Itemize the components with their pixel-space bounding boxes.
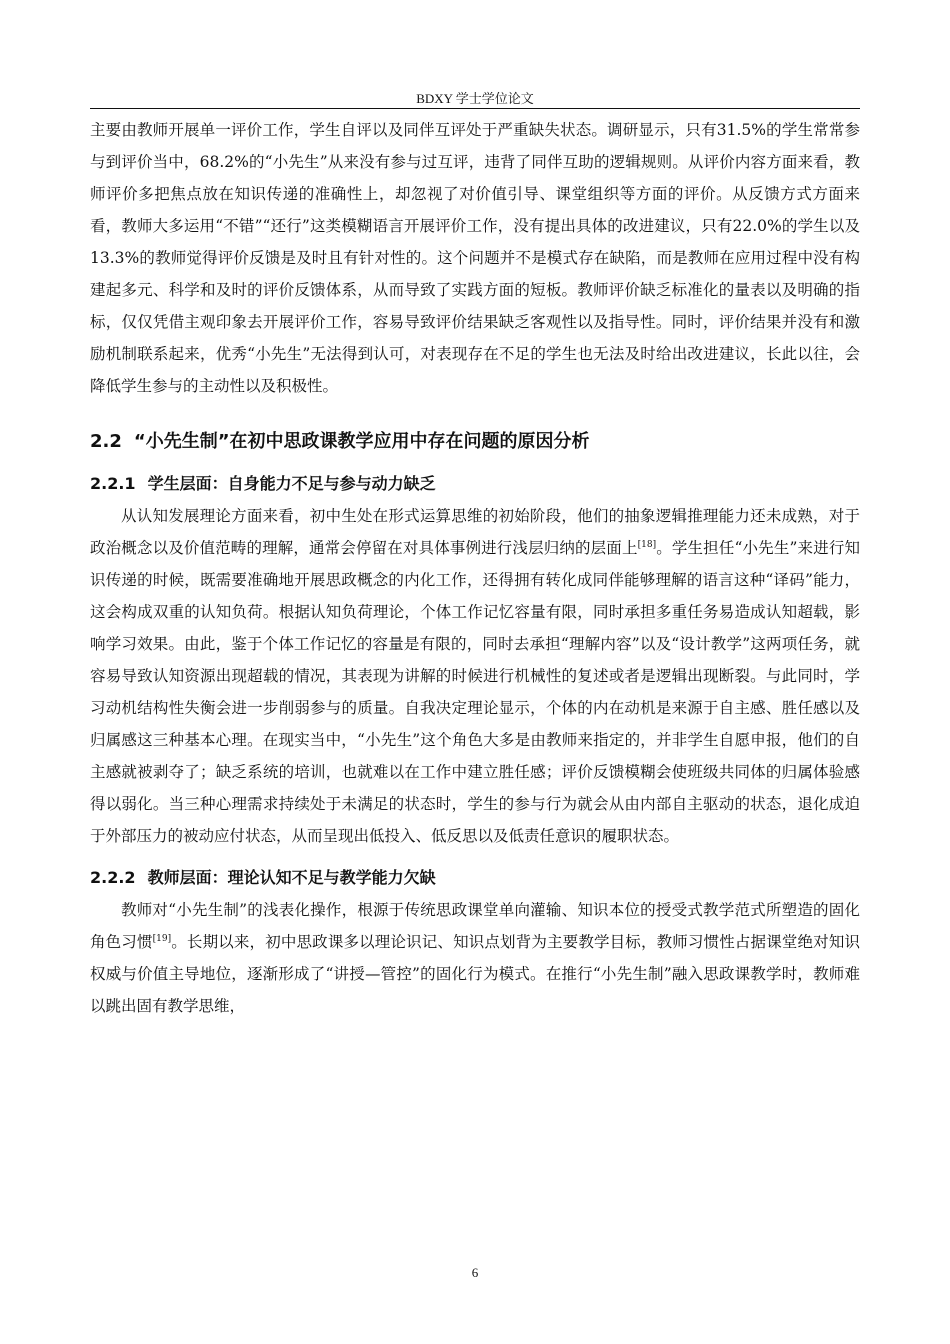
subsection-title: 教师层面：理论认知不足与教学能力欠缺 — [147, 868, 436, 887]
subsection-title: 学生层面：自身能力不足与参与动力缺乏 — [147, 474, 436, 493]
paragraph-text: 。学生担任“小先生”来进行知识传递的时候，既需要准确地开展思政概念的内化工作，还得拥有转化成同伴能够理解的语言这种“译码”能力，这会构成双重的认知负荷。根据认知负荷理论，个体工作记忆容量有限，同时承担多重任务易造成认知超载，影响学习效果。由此，鉴于个体工作记忆的容量是有限的，同时去承担“理解内容”以及“设计教学”这两项任务，就容易导致认知资源出现超载的情况，其表现为讲解的时候进行机械性的复述或者是逻辑出现断裂。与此同时，学习动机结构性失衡会进一步削弱参与的质量。自我决定理论显示，个体的内在动机是来源于自主感、胜任感以及归属感这三种基本心理。在现实当中，“小先生”这个角色大多是由教师来指定的，并非学生自愿申报，他们的自主感就被剥夺了；缺乏系统的培训，也就难以在工作中建立胜任感；评价反馈模糊会使班级共同体的归属体验感得以弱化。当三种心理需求持续处于未满足的状态时，学生的参与行为就会从由内部自主驱动的状态，退化成迫于外部压力的被动应付状态，从而呈现出低投入、低反思以及低责任意识的履职状态。 — [90, 539, 860, 845]
page-body — [90, 114, 860, 1022]
paragraph-text: 教师对“小先生制”的浅表化操作，根源于传统思政课堂单向灌输、知识本位的授受式教学范式所塑造的固化角色习惯 — [90, 901, 860, 951]
page-number: 6 — [471, 1265, 479, 1280]
body-paragraph — [90, 894, 860, 1022]
paragraph-text: 。长期以来，初中思政课多以理论识记、知识点划背为主要教学目标，教师习惯性占据课堂绝对知识权威与价值主导地位，逐渐形成了“讲授—管控”的固化行为模式。在推行“小先生制”融入思政课教学时，教师难以跳出固有教学思维， — [90, 933, 860, 1015]
running-header: BDXY 学士学位论文 — [416, 91, 534, 106]
subsection-number: 2.2.2 — [90, 868, 136, 887]
paragraph-text: 从认知发展理论方面来看，初中生处在形式运算思维的初始阶段，他们的抽象逻辑推理能力还未成熟，对于政治概念以及价值范畴的理解，通常会停留在对具体事例进行浅层归纳的层面上 — [90, 507, 860, 557]
subsection-heading — [90, 468, 860, 500]
citation-marker: [18] — [637, 539, 657, 550]
section-title: “小先生制”在初中思政课教学应用中存在问题的原因分析 — [133, 431, 590, 452]
subsection-number: 2.2.1 — [90, 474, 136, 493]
spacer — [90, 402, 860, 426]
spacer — [90, 458, 860, 468]
section-number: 2.2 — [90, 431, 122, 452]
subsection-heading — [90, 862, 860, 894]
body-paragraph: 主要由教师开展单一评价工作，学生自评以及同伴互评处于严重缺失状态。调研显示，只有31.5%的学生常常参与到评价当中，68.2%的“小先生”从来没有参与过互评，违背了同伴互助的逻辑规则。从评价内容方面来看，教师评价多把焦点放在知识传递的准确性上，却忽视了对价值引导、课堂组织等方面的评价。从反馈方式方面来看，教师大多运用“不错”“还行”这类模糊语言开展评价工作，没有提出具体的改进建议，只有22.0%的学生以及13.3%的教师觉得评价反馈是及时且有针对性的。这个问题并不是模式存在缺陷，而是教师在应用过程中没有构建起多元、科学和及时的评价反馈体系，从而导致了实践方面的短板。教师评价缺乏标准化的量表以及明确的指标，仅仅凭借主观印象去开展评价工作，容易导致评价结果缺乏客观性以及指导性。同时，评价结果并没有和激励机制联系起来，优秀“小先生”无法得到认可，对表现存在不足的学生也无法及时给出改进建议，长此以往，会降低学生参与的主动性以及积极性。 — [90, 121, 860, 395]
spacer — [90, 852, 860, 862]
header-divider — [90, 108, 860, 109]
section-heading — [90, 426, 860, 458]
citation-marker: [19] — [152, 933, 172, 944]
body-paragraph — [90, 500, 860, 852]
